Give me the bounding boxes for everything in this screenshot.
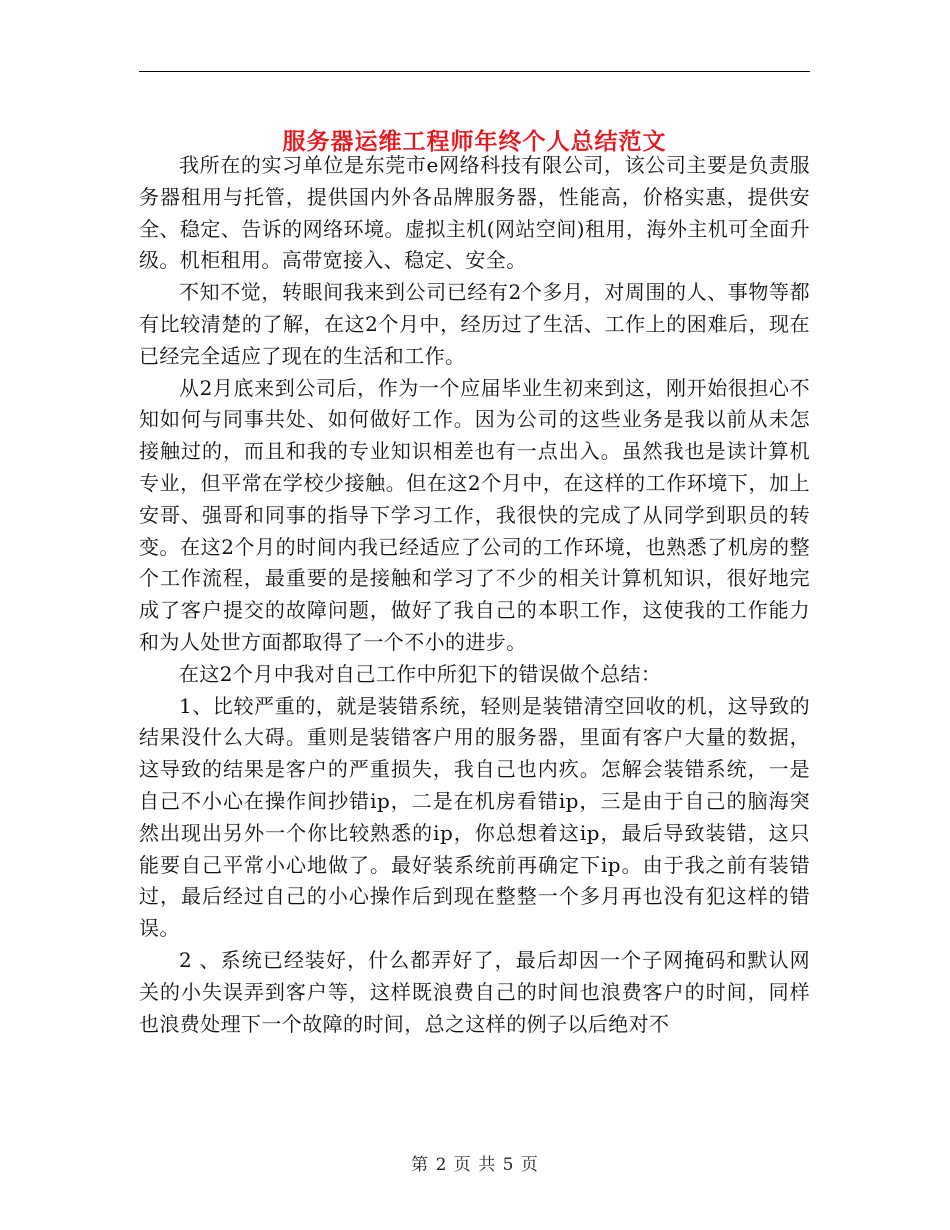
- document-body: [139, 150, 810, 1040]
- paragraph-company-intro: 我所在的实习单位是东莞市e网络科技有限公司，该公司主要是负责服务器租用与托管，提供国内外各品牌服务器，性能高，价格实惠，提供安全、稳定、告诉的网络环境。虚拟主机(网站空间)租用，海外主机可全面升级。机柜租用。高带宽接入、稳定、安全。: [139, 153, 810, 273]
- page-number: 第 2 页 共 5 页: [411, 1155, 539, 1175]
- document-title: 服务器运维工程师年终个人总结范文: [282, 128, 667, 156]
- paragraph-mistake-1: 1、比较严重的，就是装错系统，轻则是装错清空回收的机，这导致的结果没什么大碍。重则是装错客户用的服务器，里面有客户大量的数据，这导致的结果是客户的严重损失，我自己也内疚。怎解会装错系统，一是自己不小心在操作间抄错ip，二是在机房看错ip，三是由于自己的脑海突然出现出另外一个你比较熟悉的ip，你总想着这ip，最后导致装错，这只能要自己平常小心地做了。最好装系统前再确定下ip。由于我之前有装错过，最后经过自己的小心操作后到现在整整一个多月再也没有犯这样的错误。: [139, 693, 810, 941]
- paragraph-two-months: 不知不觉，转眼间我来到公司已经有2个多月，对周围的人、事物等都有比较清楚的了解，在这2个月中，经历过了生活、工作上的困难后，现在已经完全适应了现在的生活和工作。: [139, 280, 810, 368]
- paragraph-adaptation: 从2月底来到公司后，作为一个应届毕业生初来到这，刚开始很担心不知如何与同事共处、如何做好工作。因为公司的这些业务是我以前从未怎接触过的，而且和我的专业知识相差也有一点出入。虽然我也是读计算机专业，但平常在学校少接触。但在这2个月中，在这样的工作环境下，加上安哥、强哥和同事的指导下学习工作，我很快的完成了从同学到职员的转变。在这2个月的时间内我已经适应了公司的工作环境，也熟悉了机房的整个工作流程，最重要的是接触和学习了不少的相关计算机知识，很好地完成了客户提交的故障问题，做好了我自己的本职工作，这使我的工作能力和为人处世方面都取得了一个不小的进步。: [139, 375, 810, 654]
- header-rule: [139, 71, 810, 72]
- paragraph-mistake-2: 2 、系统已经装好，什么都弄好了，最后却因一个子网掩码和默认网关的小失误弄到客户等，这样既浪费自己的时间也浪费客户的时间，同样也浪费处理下一个故障的时间，总之这样的例子以后绝对不: [139, 947, 810, 1036]
- paragraph-mistakes-intro: 在这2个月中我对自己工作中所犯下的错误做个总结：: [179, 661, 662, 686]
